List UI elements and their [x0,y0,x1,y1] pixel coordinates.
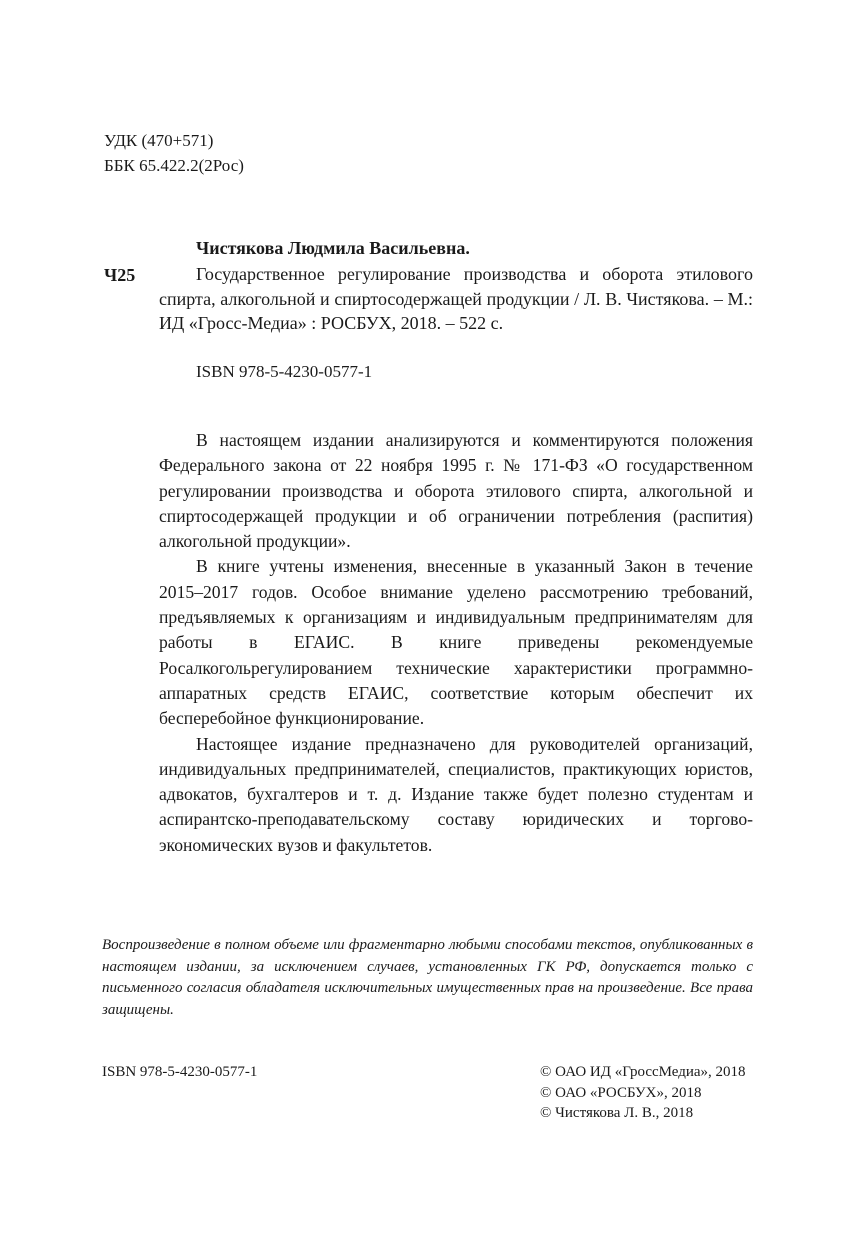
copyright-line: © Чистякова Л. В., 2018 [540,1105,694,1121]
annotation-paragraph: В книге учтены изменения, внесенные в указанный Закон в течение 2015–2017 годов. Особое внимание уделено рассмотрению требований, предъявляемых к организациям и индивидуальным предпринимателям для работы в ЕГАИС. В книге приведены рекомендуемые Росалкогольрегулированием технические характеристики программно-аппаратных средств ЕГАИС, соответствие которым обеспечит их бесперебойное функционирование. [159,556,753,729]
classification-block [104,128,244,178]
copyright-block [540,1062,746,1124]
footer-isbn: ISBN 978-5-4230-0577-1 [102,1064,258,1080]
author-heading: Чистякова Людмила Васильевна. [196,238,470,258]
annotation-paragraph: В настоящем издании анализируются и комментируются положения Федерального закона от 22 ноября 1995 г. № 171-ФЗ «О государственном регулировании производства и оборота этилового спирта, алкогольной и спиртосодержащей продукции и об ограничении потребления (распития) алкогольной продукции». [159,430,753,552]
rights-notice: Воспроизведение в полном объеме или фрагментарно любыми способами текстов, опубликованных в настоящем издании, за исключением случаев, установленных ГК РФ, допускается только с письменного согласия обладателя исключительных имущественных прав на произведение. Все права защищены. [102,937,753,1018]
copyright-line: © ОАО ИД «ГроссМедиа», 2018 [540,1064,746,1080]
annotation-paragraph: Настоящее издание предназначено для руководителей организаций, индивидуальных предпринимателей, специалистов, практикующих юристов, адвокатов, бухгалтеров и т. д. Издание также будет полезно студентам и аспирантско-преподавательскому составу юридических и торгово-экономических вузов и факультетов. [159,733,753,855]
annotation [159,428,753,858]
copyright-line: © ОАО «РОСБУХ», 2018 [540,1084,702,1101]
bibliographic-description: Государственное регулирование производства и оборота этилового спирта, алкогольной и спиртосодержащей продукции / Л. В. Чистякова. – М.: ИД «Гросс-Медиа» : РОСБУХ, 2018. – 522 с. [159,264,753,333]
bbk-code: ББК 65.422.2(2Рос) [104,156,244,175]
udk-code: УДК (470+571) [104,131,214,150]
author-code: Ч25 [104,265,136,285]
isbn-line: ISBN 978-5-4230-0577-1 [196,362,373,381]
